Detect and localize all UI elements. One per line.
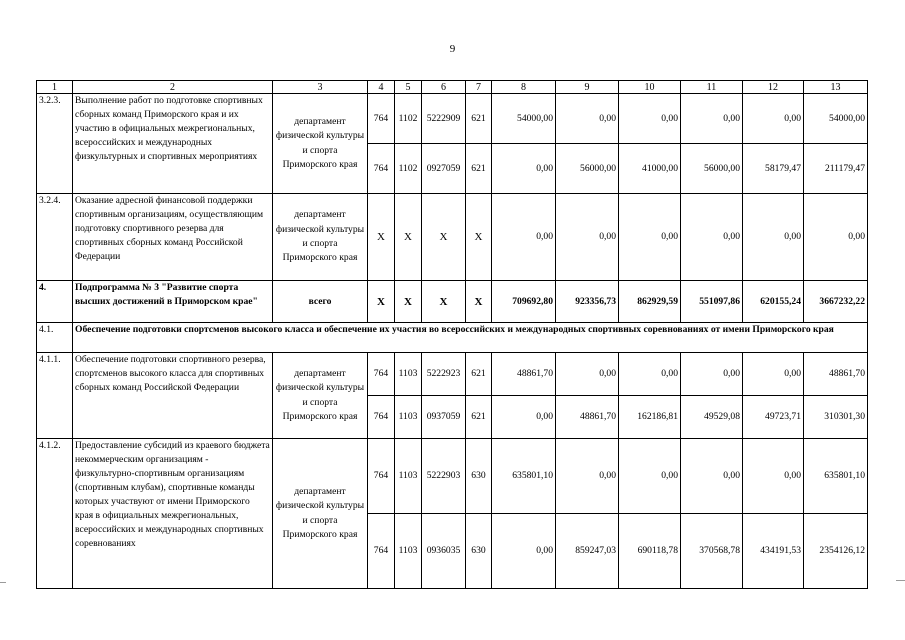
budget-table	[36, 80, 868, 589]
cell-grbs: 764	[368, 94, 395, 144]
header-cell: 3	[273, 81, 368, 94]
cell-amount: 551097,86	[681, 281, 743, 323]
cell-expense-type: 621	[466, 396, 492, 439]
header-cell: 4	[368, 81, 395, 94]
cell-expense-type: 630	[466, 439, 492, 514]
cell-expense-type: 621	[466, 94, 492, 144]
row-number: 3.2.3.	[37, 94, 73, 194]
header-cell: 2	[73, 81, 273, 94]
cell-amount: 635801,10	[492, 439, 556, 514]
table-row-subprogram	[37, 281, 868, 323]
row-number: 4.1.1.	[37, 353, 73, 439]
cell-target-item: 5222903	[422, 439, 466, 514]
row-number: 3.2.4.	[37, 194, 73, 281]
header-cell: 12	[743, 81, 804, 94]
cell-expense-type: 621	[466, 353, 492, 396]
cell-amount: 54000,00	[492, 94, 556, 144]
cell-target-item: X	[422, 194, 466, 281]
cell-amount: 690118,78	[619, 514, 681, 589]
cell-expense-type: X	[466, 281, 492, 323]
cell-amount: 49723,71	[743, 396, 804, 439]
cell-amount: 0,00	[556, 353, 619, 396]
cell-amount: 0,00	[743, 94, 804, 144]
row-number: 4.	[37, 281, 73, 323]
header-cell: 5	[395, 81, 422, 94]
cell-section: 1103	[395, 439, 422, 514]
cell-expense-type: X	[466, 194, 492, 281]
cell-amount: 0,00	[619, 353, 681, 396]
cell-amount: 0,00	[492, 514, 556, 589]
cell-total: 2354126,12	[804, 514, 868, 589]
responsible-executor: департамент физической культуры и спорта Приморского края	[273, 439, 368, 589]
cell-amount: 0,00	[619, 439, 681, 514]
cell-amount: 0,00	[681, 194, 743, 281]
header-cell: 11	[681, 81, 743, 94]
measure-name: Обеспечение подготовки спортивного резерва, спортсменов высокого класса для спортивных сборных команд Российской Федерации	[73, 353, 273, 439]
cell-amount: 56000,00	[556, 144, 619, 194]
cell-target-item: 5222909	[422, 94, 466, 144]
cell-amount: 862929,59	[619, 281, 681, 323]
cell-target-item: 5222923	[422, 353, 466, 396]
cell-amount: 0,00	[743, 194, 804, 281]
cell-amount: 162186,81	[619, 396, 681, 439]
section-title: Обеспечение подготовки спортсменов высокого класса и обеспечение их участия во всероссийских и международных спортивных соревнованиях от имени Приморского края	[73, 323, 868, 353]
cell-grbs: 764	[368, 439, 395, 514]
cell-amount: 0,00	[492, 144, 556, 194]
cell-section: X	[395, 194, 422, 281]
table-row	[37, 94, 868, 144]
table-row	[37, 353, 868, 396]
table-row	[37, 439, 868, 514]
cell-section: 1102	[395, 144, 422, 194]
responsible-executor: департамент физической культуры и спорта Приморского края	[273, 194, 368, 281]
cell-amount: 0,00	[743, 439, 804, 514]
cell-total: 211179,47	[804, 144, 868, 194]
cell-grbs: X	[368, 281, 395, 323]
cell-total: 3667232,22	[804, 281, 868, 323]
header-cell: 10	[619, 81, 681, 94]
cell-section: X	[395, 281, 422, 323]
measure-name: Выполнение работ по подготовке спортивных сборных команд Приморского края и их участию в официальных межрегиональных, всероссийских и международных физкультурных и спортивных мероприятиях	[73, 94, 273, 194]
cell-total: 54000,00	[804, 94, 868, 144]
cell-amount: 0,00	[556, 194, 619, 281]
cell-amount: 923356,73	[556, 281, 619, 323]
cell-target-item: 0936035	[422, 514, 466, 589]
row-number: 4.1.2.	[37, 439, 73, 589]
header-cell: 9	[556, 81, 619, 94]
cell-section: 1102	[395, 94, 422, 144]
table-row-section	[37, 323, 868, 353]
scan-edge-mark	[896, 580, 905, 581]
cell-grbs: X	[368, 194, 395, 281]
cell-amount: 434191,53	[743, 514, 804, 589]
cell-amount: 0,00	[681, 439, 743, 514]
header-cell: 6	[422, 81, 466, 94]
cell-amount: 0,00	[681, 94, 743, 144]
cell-amount: 0,00	[619, 94, 681, 144]
cell-amount: 41000,00	[619, 144, 681, 194]
cell-expense-type: 621	[466, 144, 492, 194]
scan-edge-mark	[0, 582, 6, 583]
responsible-executor: департамент физической культуры и спорта Приморского края	[273, 94, 368, 194]
cell-target-item: 0927059	[422, 144, 466, 194]
cell-amount: 0,00	[556, 94, 619, 144]
cell-amount: 620155,24	[743, 281, 804, 323]
header-cell: 7	[466, 81, 492, 94]
subprogram-name: Подпрограмма № 3 "Развитие спорта высших достижений в Приморском крае"	[73, 281, 273, 323]
cell-grbs: 764	[368, 396, 395, 439]
cell-total: 310301,30	[804, 396, 868, 439]
header-cell: 13	[804, 81, 868, 94]
cell-grbs: 764	[368, 144, 395, 194]
cell-amount: 709692,80	[492, 281, 556, 323]
row-number: 4.1.	[37, 323, 73, 353]
responsible-executor: департамент физической культуры и спорта Приморского края	[273, 353, 368, 439]
cell-amount: 0,00	[619, 194, 681, 281]
measure-name: Оказание адресной финансовой поддержки спортивным организациям, осуществляющим подготовку спортивного резерва для спортивных сборных команд Российской Федерации	[73, 194, 273, 281]
cell-amount: 0,00	[743, 353, 804, 396]
cell-section: 1103	[395, 396, 422, 439]
cell-target-item: 0937059	[422, 396, 466, 439]
cell-amount: 370568,78	[681, 514, 743, 589]
header-cell: 8	[492, 81, 556, 94]
cell-grbs: 764	[368, 353, 395, 396]
cell-amount: 0,00	[681, 353, 743, 396]
cell-section: 1103	[395, 514, 422, 589]
cell-amount: 0,00	[556, 439, 619, 514]
table-row	[37, 194, 868, 281]
cell-total: 48861,70	[804, 353, 868, 396]
cell-amount: 48861,70	[492, 353, 556, 396]
cell-amount: 0,00	[492, 396, 556, 439]
cell-amount: 58179,47	[743, 144, 804, 194]
cell-section: 1103	[395, 353, 422, 396]
responsible-executor: всего	[273, 281, 368, 323]
cell-total: 0,00	[804, 194, 868, 281]
cell-grbs: 764	[368, 514, 395, 589]
cell-amount: 56000,00	[681, 144, 743, 194]
cell-amount: 48861,70	[556, 396, 619, 439]
cell-amount: 49529,08	[681, 396, 743, 439]
page-number: 9	[449, 43, 456, 55]
measure-name: Предоставление субсидий из краевого бюджета некоммерческим организациям - физкультурно-спортивным организациям (спортивным клубам), спортивные команды которых участвуют от имени Приморского края в официальных межрегиональных, всероссийских и международных спортивных соревнованиях	[73, 439, 273, 589]
cell-total: 635801,10	[804, 439, 868, 514]
header-row	[37, 81, 868, 94]
header-cell: 1	[37, 81, 73, 94]
cell-amount: 0,00	[492, 194, 556, 281]
cell-amount: 859247,03	[556, 514, 619, 589]
cell-target-item: X	[422, 281, 466, 323]
cell-expense-type: 630	[466, 514, 492, 589]
